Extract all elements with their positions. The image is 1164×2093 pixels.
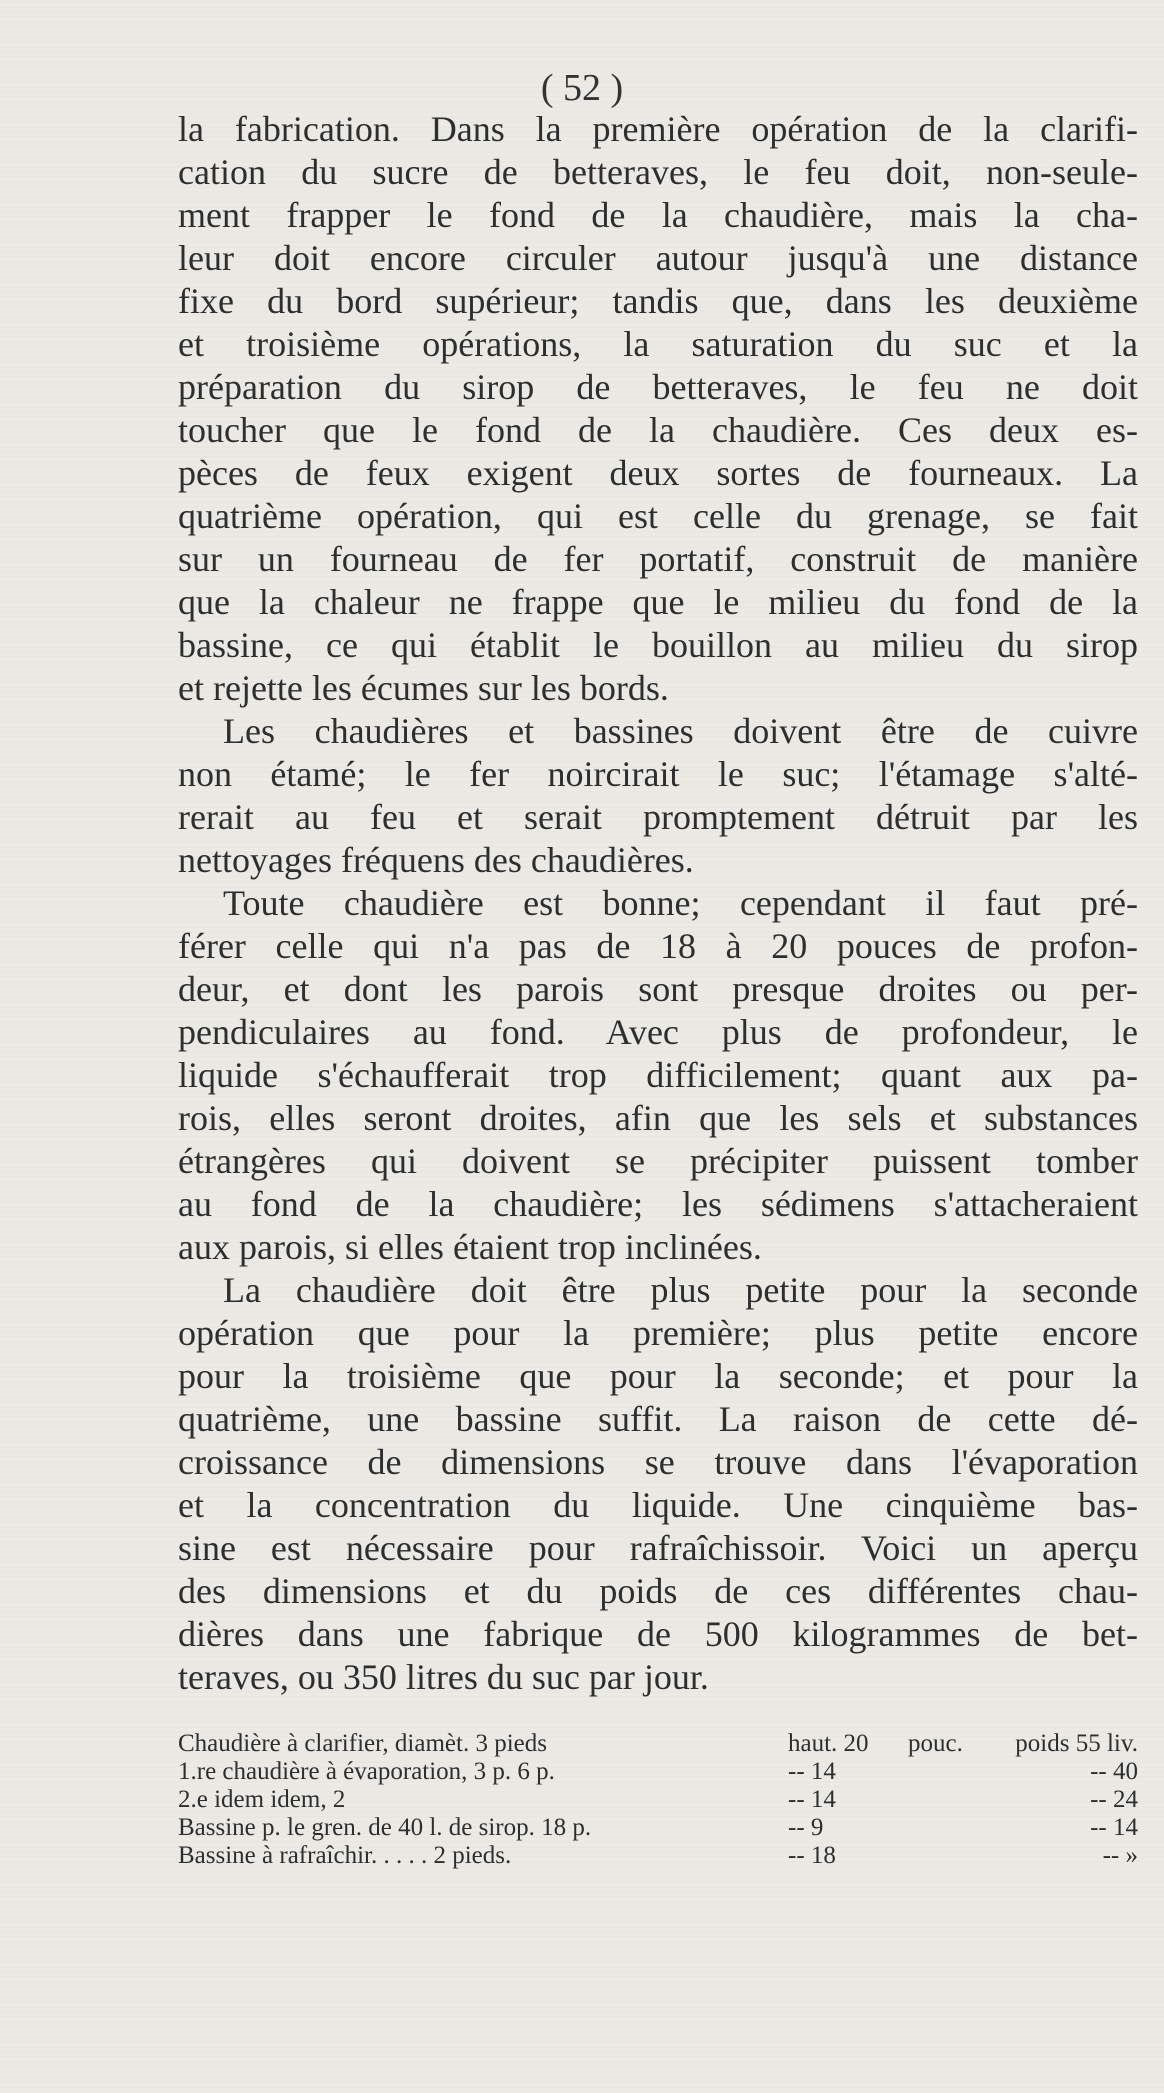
table-cell: Bassine à rafraîchir. . . . . 2 pieds. <box>178 1842 512 1869</box>
text-line: quatrième, une bassine suffit. La raison de cette dé- <box>178 1399 1138 1439</box>
table-cell <box>908 1842 998 1870</box>
text-line: pour la troisième que pour la seconde; et pour la <box>178 1356 1138 1396</box>
text-line: teraves, ou 350 litres du suc par jour. <box>178 1657 709 1697</box>
text-line: et rejette les écumes sur les bords. <box>178 668 669 708</box>
table-cell <box>908 1758 998 1786</box>
text-line: liquide s'échaufferait trop difficilement; quant aux pa- <box>178 1055 1138 1095</box>
text-line: et la concentration du liquide. Une cinquième bas- <box>178 1485 1138 1525</box>
text-line: des dimensions et du poids de ces différentes chau- <box>178 1571 1138 1611</box>
table-cell: Bassine p. le gren. de 40 l. de sirop. 18 p. <box>178 1814 592 1841</box>
text-line: sine est nécessaire pour rafraîchissoir. Voici un aperçu <box>178 1528 1138 1568</box>
text-line: deur, et dont les parois sont presque droites ou per- <box>178 969 1138 1009</box>
text-line: croissance de dimensions se trouve dans l'évaporation <box>178 1442 1138 1482</box>
dimensions-table <box>178 1730 1138 1870</box>
table-cell: 1.re chaudière à évaporation, 3 p. 6 p. <box>178 1758 555 1785</box>
table-cell: pouc. <box>908 1730 963 1757</box>
text-line: Toute chaudière est bonne; cependant il faut pré- <box>223 883 1138 923</box>
table-cell: -- 14 <box>1090 1814 1138 1841</box>
table-row <box>178 1786 1138 1814</box>
text-line: pendiculaires au fond. Avec plus de profondeur, le <box>178 1012 1138 1052</box>
table-cell: poids 55 liv. <box>1015 1730 1138 1757</box>
text-line: pèces de feux exigent deux sortes de fourneaux. La <box>178 453 1138 493</box>
text-line: étrangères qui doivent se précipiter puissent tomber <box>178 1141 1138 1181</box>
table-row <box>178 1814 1138 1842</box>
text-line: aux parois, si elles étaient trop inclinées. <box>178 1227 762 1267</box>
text-line: et troisième opérations, la saturation du suc et la <box>178 324 1138 364</box>
text-line: cation du sucre de betteraves, le feu doit, non-seule- <box>178 152 1138 192</box>
table-cell: -- 14 <box>788 1786 836 1813</box>
text-line: toucher que le fond de la chaudière. Ces deux es- <box>178 410 1138 450</box>
text-line: Les chaudières et bassines doivent être de cuivre <box>223 711 1138 751</box>
table-row <box>178 1758 1138 1786</box>
table-row <box>178 1730 1138 1758</box>
text-line: sur un fourneau de fer portatif, construit de manière <box>178 539 1138 579</box>
text-line: nettoyages fréquens des chaudières. <box>178 840 694 880</box>
text-line: férer celle qui n'a pas de 18 à 20 pouces de profon- <box>178 926 1138 966</box>
text-line: dières dans une fabrique de 500 kilogrammes de bet- <box>178 1614 1138 1654</box>
table-cell: -- 24 <box>1090 1786 1138 1813</box>
text-line: non étamé; le fer noircirait le suc; l'étamage s'alté- <box>178 754 1138 794</box>
table-cell <box>908 1814 998 1842</box>
text-line: bassine, ce qui établit le bouillon au milieu du sirop <box>178 625 1138 665</box>
table-cell: 2.e idem idem, 2 <box>178 1786 346 1813</box>
table-cell: -- 18 <box>788 1842 836 1869</box>
page-number: ( 52 ) <box>540 67 624 109</box>
text-line: préparation du sirop de betteraves, le feu ne doit <box>178 367 1138 407</box>
text-line: ment frapper le fond de la chaudière, mais la cha- <box>178 195 1138 235</box>
text-line: rerait au feu et serait promptement détruit par les <box>178 797 1138 837</box>
table-cell: -- » <box>1102 1842 1138 1869</box>
table-cell <box>908 1786 998 1814</box>
text-line: la fabrication. Dans la première opération de la clarifi- <box>178 109 1138 149</box>
table-cell: haut. 20 <box>788 1730 869 1757</box>
text-line: quatrième opération, qui est celle du grenage, se fait <box>178 496 1138 536</box>
table-row <box>178 1842 1138 1870</box>
table-cell: Chaudière à clarifier, diamèt. 3 pieds <box>178 1730 547 1757</box>
text-line: rois, elles seront droites, afin que les sels et substances <box>178 1098 1138 1138</box>
text-line: fixe du bord supérieur; tandis que, dans les deuxième <box>178 281 1138 321</box>
text-line: opération que pour la première; plus petite encore <box>178 1313 1138 1353</box>
body-text <box>178 108 1138 1699</box>
text-line: que la chaleur ne frappe que le milieu du fond de la <box>178 582 1138 622</box>
text-line: au fond de la chaudière; les sédimens s'attacheraient <box>178 1184 1138 1224</box>
table-cell: -- 9 <box>788 1814 824 1841</box>
table-cell: -- 14 <box>788 1758 836 1785</box>
table-cell: -- 40 <box>1090 1758 1138 1785</box>
text-line: leur doit encore circuler autour jusqu'à une distance <box>178 238 1138 278</box>
text-line: La chaudière doit être plus petite pour la seconde <box>223 1270 1138 1310</box>
